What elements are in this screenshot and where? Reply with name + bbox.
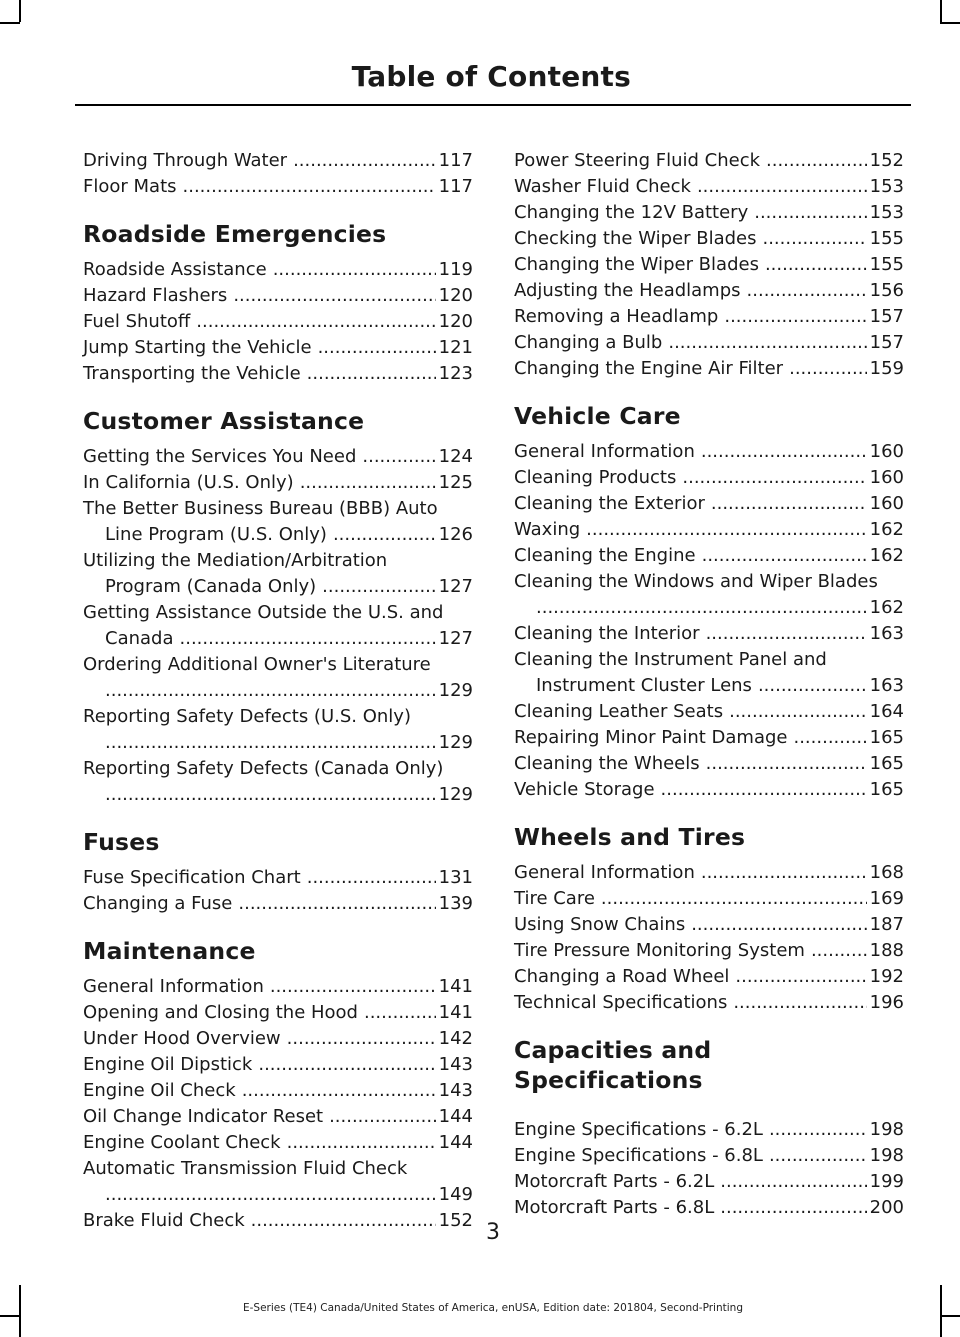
section-heading-wheels-and-tires: Wheels and Tires: [514, 823, 746, 851]
toc-entry-title: Motorcraft Parts - 6.8L: [514, 1197, 715, 1218]
toc-entry-title: Cleaning the Engine: [514, 545, 696, 566]
dot-leader: [333, 522, 436, 548]
toc-entry-getting-the-services-you-need[interactable]: [83, 444, 473, 470]
toc-page-number: 187: [869, 914, 904, 935]
toc-entry-title: Changing the 12V Battery: [514, 202, 749, 223]
dot-leader: [601, 886, 867, 912]
toc-entry-continuation-line: [514, 673, 904, 699]
toc-entry-driving-through-water[interactable]: [83, 148, 473, 174]
toc-entry-continuation-line: [83, 678, 473, 704]
toc-entry-title: Roadside Assistance: [83, 259, 267, 280]
toc-page-number: 152: [869, 150, 904, 171]
toc-entry-title: Using Snow Chains: [514, 914, 686, 935]
toc-entry-title: Repairing Minor Paint Damage: [514, 727, 788, 748]
toc-page-number: 200: [869, 1197, 904, 1218]
toc-entry-title: Automatic Transmission Fluid Check: [83, 1158, 408, 1179]
toc-entry-title: Jump Starting the Vehicle: [83, 337, 312, 358]
dot-leader: [287, 1130, 436, 1156]
dot-leader: [329, 1104, 436, 1130]
toc-page-number: 165: [869, 753, 904, 774]
toc-entry-title: Technical Specifications: [514, 992, 728, 1013]
toc-page-number: 155: [869, 254, 904, 275]
dot-leader: [233, 283, 435, 309]
dot-leader: [811, 938, 867, 964]
dot-leader: [691, 912, 866, 938]
toc-entry-title: Washer Fluid Check: [514, 176, 691, 197]
toc-entry-title: Opening and Closing the Hood: [83, 1002, 358, 1023]
toc-page-number: 129: [438, 680, 473, 701]
toc-entry-opening-and-closing-the-hood[interactable]: [83, 1000, 473, 1026]
crop-mark-top-right-horizontal: [940, 22, 960, 24]
toc-entry-under-hood-overview[interactable]: [83, 1026, 473, 1052]
toc-entry-title: Reporting Safety Defects (U.S. Only): [83, 706, 411, 727]
section-heading-maintenance: Maintenance: [83, 937, 256, 965]
dot-leader: [747, 278, 867, 304]
toc-entry-title: Cleaning the Interior: [514, 623, 700, 644]
toc-entry-continuation-line: [83, 782, 473, 808]
toc-page-number: 131: [438, 867, 473, 888]
dot-leader: [735, 964, 866, 990]
toc-right-column: [514, 148, 904, 1221]
dot-leader: [242, 1078, 436, 1104]
toc-entry-washer-fluid-check[interactable]: [514, 174, 904, 200]
toc-page-number: 153: [869, 202, 904, 223]
toc-page-number: 123: [438, 363, 473, 384]
toc-page-number: 153: [869, 176, 904, 197]
toc-entry-title: Fuel Shutoff: [83, 311, 191, 332]
toc-page-number: 117: [438, 176, 473, 197]
toc-entry-title: Engine Specifications - 6.2L: [514, 1119, 763, 1140]
dot-leader: [789, 356, 867, 382]
toc-entry-changing-a-road-wheel[interactable]: [514, 964, 904, 990]
toc-entry-title: Fuse Specification Chart: [83, 867, 301, 888]
toc-entry-changing-a-fuse[interactable]: [83, 891, 473, 917]
toc-entry-title: Adjusting the Headlamps: [514, 280, 741, 301]
toc-entry-in-california-u-s-only[interactable]: [83, 470, 473, 496]
toc-entry-title: Cleaning the Wheels: [514, 753, 700, 774]
section-heading-customer-assistance: Customer Assistance: [83, 407, 365, 435]
toc-entry-continuation: Instrument Cluster Lens: [536, 675, 752, 696]
dot-leader: [729, 699, 867, 725]
dot-leader: [362, 444, 435, 470]
toc-entry-title: Cleaning Products: [514, 467, 677, 488]
toc-entry-continuation: Program (Canada Only): [105, 576, 317, 597]
toc-entry-continuation-line: [83, 730, 473, 756]
toc-entry-cleaning-the-engine[interactable]: [514, 543, 904, 569]
crop-mark-top-left-vertical: [19, 0, 21, 22]
dot-leader: [720, 1195, 866, 1221]
toc-entry-title: Oil Change Indicator Reset: [83, 1106, 324, 1127]
toc-page-number: 143: [438, 1080, 473, 1101]
dot-leader: [706, 751, 867, 777]
toc-entry-changing-a-bulb[interactable]: [514, 330, 904, 356]
toc-entry-cleaning-the-exterior[interactable]: [514, 491, 904, 517]
toc-entry-title: Hazard Flashers: [83, 285, 228, 306]
toc-entry-engine-oil-check[interactable]: [83, 1078, 473, 1104]
dot-leader: [766, 148, 867, 174]
dot-leader: [105, 782, 436, 808]
toc-page-number: 163: [869, 623, 904, 644]
toc-page-number: 165: [869, 727, 904, 748]
toc-entry-title: Cleaning Leather Seats: [514, 701, 724, 722]
dot-leader: [322, 574, 435, 600]
toc-entry-continuation-line: [83, 574, 473, 600]
toc-entry-oil-change-indicator-reset[interactable]: [83, 1104, 473, 1130]
toc-entry-reporting-safety-defects-canada-only[interactable]: [83, 756, 473, 808]
toc-entry-cleaning-leather-seats[interactable]: [514, 699, 904, 725]
toc-page-number: 141: [438, 976, 473, 997]
dot-leader: [293, 148, 436, 174]
toc-page-number: 164: [869, 701, 904, 722]
dot-leader: [701, 860, 867, 886]
toc-entry-title: Changing the Engine Air Filter: [514, 358, 784, 379]
toc-page-number: 139: [438, 893, 473, 914]
toc-entry-title: The Better Business Bureau (BBB) Auto: [83, 498, 438, 519]
toc-entry-changing-the-wiper-blades[interactable]: [514, 252, 904, 278]
toc-page-number: 127: [438, 628, 473, 649]
toc-entry-using-snow-chains[interactable]: [514, 912, 904, 938]
toc-entry-title: Tire Pressure Monitoring System: [514, 940, 805, 961]
toc-page-number: 198: [869, 1119, 904, 1140]
toc-page-number: 125: [438, 472, 473, 493]
page-number: 3: [486, 1220, 500, 1245]
toc-entry-motorcraft-parts-6-2l[interactable]: [514, 1169, 904, 1195]
dot-leader: [702, 543, 867, 569]
dot-leader: [697, 174, 867, 200]
dot-leader: [769, 1143, 867, 1169]
dot-leader: [733, 990, 866, 1016]
toc-entry-cleaning-the-interior[interactable]: [514, 621, 904, 647]
toc-entry-hazard-flashers[interactable]: [83, 283, 473, 309]
toc-entry-title: General Information: [83, 976, 264, 997]
toc-page-number: 142: [438, 1028, 473, 1049]
toc-entry-automatic-transmission-fluid-check[interactable]: [83, 1156, 473, 1208]
toc-entry-title: Brake Fluid Check: [83, 1210, 245, 1231]
toc-page-number: 152: [438, 1210, 473, 1231]
crop-mark-top-right-vertical: [940, 0, 942, 22]
crop-mark-bottom-left-horizontal: [0, 1315, 20, 1317]
toc-entry-title: Power Steering Fluid Check: [514, 150, 761, 171]
toc-entry-title: Vehicle Storage: [514, 779, 655, 800]
toc-entry-title: Changing a Bulb: [514, 332, 663, 353]
dot-leader: [661, 777, 867, 803]
toc-entry-title: Cleaning the Windows and Wiper Blades: [514, 571, 878, 592]
toc-entry-title: Removing a Headlamp: [514, 306, 719, 327]
toc-entry-continuation-line: [83, 626, 473, 652]
toc-page-number: 144: [438, 1132, 473, 1153]
toc-entry-title: Engine Coolant Check: [83, 1132, 281, 1153]
toc-page-number: 188: [869, 940, 904, 961]
toc-entry-general-information[interactable]: [83, 974, 473, 1000]
toc-page-number: 162: [869, 519, 904, 540]
toc-entry-floor-mats[interactable]: [83, 174, 473, 200]
toc-page-number: 119: [438, 259, 473, 280]
header-divider: [75, 104, 911, 106]
toc-entry-changing-the-engine-air-filter[interactable]: [514, 356, 904, 382]
toc-entry-title: Engine Oil Check: [83, 1080, 236, 1101]
toc-entry-title: Getting the Services You Need: [83, 446, 357, 467]
dot-leader: [762, 226, 866, 252]
toc-entry-general-information[interactable]: [514, 860, 904, 886]
section-heading-roadside-emergencies: Roadside Emergencies: [83, 220, 387, 248]
toc-entry-waxing[interactable]: [514, 517, 904, 543]
dot-leader: [196, 309, 435, 335]
toc-page-number: 165: [869, 779, 904, 800]
toc-page-number: 162: [869, 597, 904, 618]
toc-page-number: 163: [869, 675, 904, 696]
dot-leader: [754, 200, 866, 226]
toc-entry-title: Cleaning the Instrument Panel and: [514, 649, 827, 670]
toc-page-number: 192: [869, 966, 904, 987]
toc-page-number: 160: [869, 493, 904, 514]
toc-entry-repairing-minor-paint-damage[interactable]: [514, 725, 904, 751]
toc-entry-fuse-specification-chart[interactable]: [83, 865, 473, 891]
toc-entry-title: Transporting the Vehicle: [83, 363, 301, 384]
dot-leader: [183, 174, 436, 200]
toc-entry-cleaning-the-windows-and-wiper-blades[interactable]: [514, 569, 904, 621]
toc-entry-title: Utilizing the Mediation/Arbitration: [83, 550, 388, 571]
toc-entry-title: Getting Assistance Outside the U.S. and: [83, 602, 444, 623]
dot-leader: [300, 470, 436, 496]
toc-entry-fuel-shutoff[interactable]: [83, 309, 473, 335]
toc-entry-title: Tire Care: [514, 888, 595, 909]
toc-entry-engine-specifications-6-8l[interactable]: [514, 1143, 904, 1169]
toc-entry-general-information[interactable]: [514, 439, 904, 465]
toc-entry-title: Cleaning the Exterior: [514, 493, 705, 514]
dot-leader: [258, 1052, 435, 1078]
dot-leader: [318, 335, 436, 361]
toc-entry-checking-the-wiper-blades[interactable]: [514, 226, 904, 252]
toc-page-number: 144: [438, 1106, 473, 1127]
toc-entry-jump-starting-the-vehicle[interactable]: [83, 335, 473, 361]
section-heading-fuses: Fuses: [83, 828, 160, 856]
dot-leader: [105, 1182, 436, 1208]
toc-page-number: 149: [438, 1184, 473, 1205]
toc-entry-title: Engine Oil Dipstick: [83, 1054, 253, 1075]
toc-entry-title: In California (U.S. Only): [83, 472, 294, 493]
toc-page-number: 157: [869, 306, 904, 327]
toc-entry-title: Changing a Fuse: [83, 893, 233, 914]
toc-page-number: 155: [869, 228, 904, 249]
toc-page-number: 156: [869, 280, 904, 301]
toc-entry-title: Driving Through Water: [83, 150, 288, 171]
toc-entry-adjusting-the-headlamps[interactable]: [514, 278, 904, 304]
toc-entry-ordering-additional-owner-s-literature[interactable]: [83, 652, 473, 704]
toc-page-number: 120: [438, 311, 473, 332]
toc-entry-reporting-safety-defects-u-s-only[interactable]: [83, 704, 473, 756]
toc-entry-technical-specifications[interactable]: [514, 990, 904, 1016]
toc-entry-title: Waxing: [514, 519, 581, 540]
dot-leader: [758, 673, 867, 699]
dot-leader: [706, 621, 867, 647]
toc-entry-cleaning-the-wheels[interactable]: [514, 751, 904, 777]
crop-mark-top-left-horizontal: [0, 22, 20, 24]
dot-leader: [270, 974, 436, 1000]
toc-page-number: 162: [869, 545, 904, 566]
dot-leader: [238, 891, 435, 917]
toc-entry-cleaning-products[interactable]: [514, 465, 904, 491]
toc-entry-title: Reporting Safety Defects (Canada Only): [83, 758, 444, 779]
crop-mark-bottom-right-horizontal: [940, 1315, 960, 1317]
toc-entry-engine-coolant-check[interactable]: [83, 1130, 473, 1156]
toc-left-column: [83, 148, 473, 1234]
dot-leader: [180, 626, 436, 652]
dot-leader: [701, 439, 867, 465]
dot-leader: [536, 595, 867, 621]
toc-page-number: 127: [438, 576, 473, 597]
toc-entry-cleaning-the-instrument-panel-and[interactable]: [514, 647, 904, 699]
toc-entry-engine-specifications-6-2l[interactable]: [514, 1117, 904, 1143]
toc-page-number: 160: [869, 441, 904, 462]
toc-entry-continuation-line: [83, 1182, 473, 1208]
toc-entry-title: Changing a Road Wheel: [514, 966, 730, 987]
dot-leader: [668, 330, 866, 356]
toc-entry-title: Motorcraft Parts - 6.2L: [514, 1171, 715, 1192]
toc-entry-continuation-line: [83, 522, 473, 548]
toc-page-number: 141: [438, 1002, 473, 1023]
toc-page-number: 143: [438, 1054, 473, 1075]
toc-entry-title: Checking the Wiper Blades: [514, 228, 757, 249]
footer-edition-text: E-Series (TE4) Canada/United States of America, enUSA, Edition date: 201804, Second-Printing: [242, 1302, 743, 1314]
dot-leader: [711, 491, 867, 517]
section-heading-capacities-and-specifications: Capacities and Specifications: [514, 1036, 712, 1094]
toc-page-number: 157: [869, 332, 904, 353]
toc-entry-power-steering-fluid-check[interactable]: [514, 148, 904, 174]
toc-page-number: 129: [438, 732, 473, 753]
dot-leader: [307, 865, 436, 891]
toc-entry-the-better-business-bureau-bbb-auto[interactable]: [83, 496, 473, 548]
dot-leader: [682, 465, 866, 491]
toc-entry-continuation: Line Program (U.S. Only): [105, 524, 327, 545]
toc-page-number: 126: [438, 524, 473, 545]
toc-page-number: 121: [438, 337, 473, 358]
toc-entry-vehicle-storage[interactable]: [514, 777, 904, 803]
dot-leader: [307, 361, 436, 387]
dot-leader: [105, 678, 436, 704]
toc-entry-transporting-the-vehicle[interactable]: [83, 361, 473, 387]
dot-leader: [793, 725, 866, 751]
toc-entry-title: Changing the Wiper Blades: [514, 254, 759, 275]
toc-entry-engine-oil-dipstick[interactable]: [83, 1052, 473, 1078]
toc-entry-continuation: Canada: [105, 628, 174, 649]
toc-page-number: 169: [869, 888, 904, 909]
toc-page-number: 168: [869, 862, 904, 883]
toc-entry-tire-pressure-monitoring-system[interactable]: [514, 938, 904, 964]
toc-entry-title: Floor Mats: [83, 176, 177, 197]
toc-entry-changing-the-12v-battery[interactable]: [514, 200, 904, 226]
toc-entry-title: General Information: [514, 862, 695, 883]
dot-leader: [724, 304, 866, 330]
toc-entry-title: Ordering Additional Owner's Literature: [83, 654, 431, 675]
section-heading-vehicle-care: Vehicle Care: [514, 402, 681, 430]
toc-page-number: 124: [438, 446, 473, 467]
toc-page-number: 129: [438, 784, 473, 805]
toc-page-number: 198: [869, 1145, 904, 1166]
dot-leader: [273, 257, 436, 283]
page-title: Table of Contents: [351, 60, 631, 93]
toc-entry-roadside-assistance[interactable]: [83, 257, 473, 283]
toc-entry-title: Under Hood Overview: [83, 1028, 281, 1049]
toc-entry-title: General Information: [514, 441, 695, 462]
toc-page-number: 120: [438, 285, 473, 306]
dot-leader: [769, 1117, 867, 1143]
toc-entry-utilizing-the-mediation-arbitration[interactable]: [83, 548, 473, 600]
toc-page-number: 117: [438, 150, 473, 171]
dot-leader: [105, 730, 436, 756]
toc-page-number: 159: [869, 358, 904, 379]
toc-entry-motorcraft-parts-6-8l[interactable]: [514, 1195, 904, 1221]
dot-leader: [586, 517, 866, 543]
toc-entry-removing-a-headlamp[interactable]: [514, 304, 904, 330]
dot-leader: [364, 1000, 436, 1026]
toc-entry-tire-care[interactable]: [514, 886, 904, 912]
toc-page-number: 160: [869, 467, 904, 488]
toc-entry-getting-assistance-outside-the-u-s-and[interactable]: [83, 600, 473, 652]
toc-page-number: 199: [869, 1171, 904, 1192]
dot-leader: [720, 1169, 866, 1195]
dot-leader: [287, 1026, 436, 1052]
toc-entry-continuation-line: [514, 595, 904, 621]
toc-page-number: 196: [869, 992, 904, 1013]
dot-leader: [765, 252, 867, 278]
toc-entry-title: Engine Specifications - 6.8L: [514, 1145, 763, 1166]
